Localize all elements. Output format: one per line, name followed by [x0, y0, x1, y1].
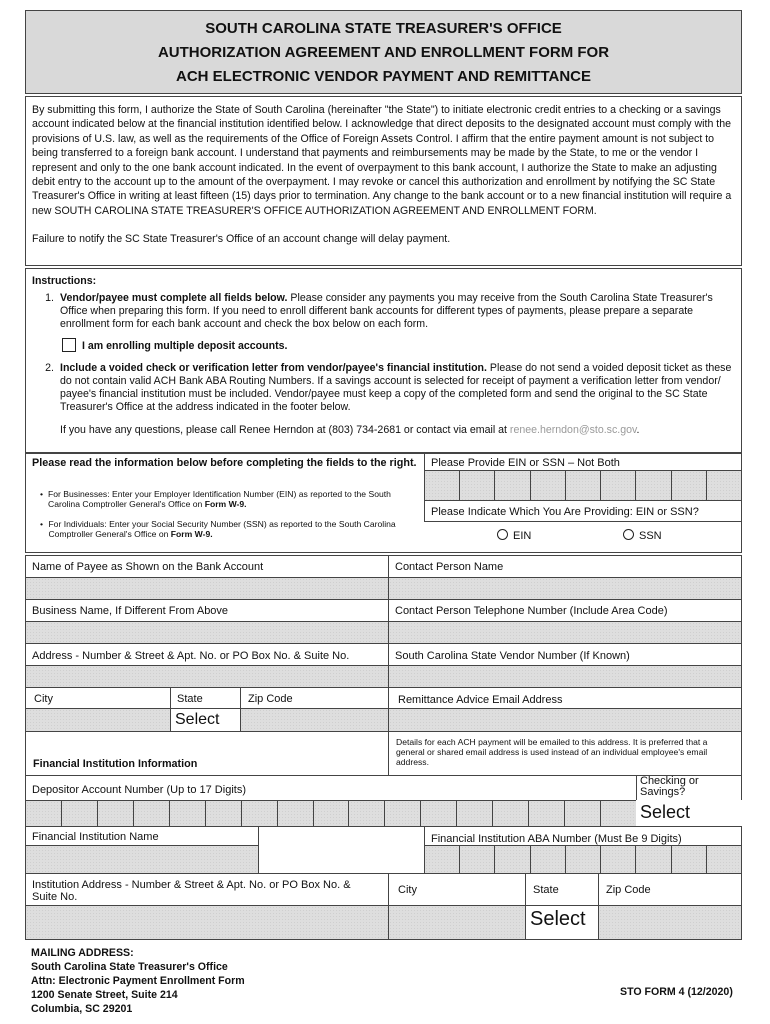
ein-radio[interactable]	[497, 529, 508, 540]
mailing-line-3: 1200 Senate Street, Suite 214	[31, 989, 178, 1001]
payee-name-label: Name of Payee as Shown on the Bank Account	[32, 561, 264, 573]
business-name-label: Business Name, If Different From Above	[32, 605, 229, 617]
ein-label: EIN	[513, 530, 532, 542]
contact-line	[60, 423, 735, 437]
business-form-ref: Form W-9.	[204, 499, 247, 509]
account-type-select[interactable]: Select	[636, 800, 742, 827]
institution-city-input[interactable]	[388, 905, 526, 940]
checking-savings-label: Checking or Savings?	[640, 775, 699, 798]
read-info-heading: Please read the information below before completing the fields to the right.	[32, 457, 417, 469]
instruction-1-text: Please consider any payments you may receive from the South Carolina State Treasurer's Office when preparing this form. If you need to enroll different bank accounts for different types of payments, please prepare a separate enrollment form for each bank account and check the box below on each form.	[60, 292, 713, 331]
ein-radio-option[interactable]	[497, 529, 531, 542]
vendor-number-label: South Carolina State Vendor Number (If Known)	[395, 650, 630, 662]
ssn-radio-option[interactable]	[623, 529, 662, 542]
ein-ssn-input[interactable]	[424, 470, 742, 501]
instruction-2-number: 2.	[45, 361, 54, 374]
individual-text: For Individuals: Enter your Social Security Number (SSN) as reported to the South Carolina Comptroller General's Office on	[48, 519, 396, 539]
form-id: STO FORM 4 (12/2020)	[620, 986, 733, 998]
individual-form-ref: Form W-9.	[170, 529, 213, 539]
header-line-1: SOUTH CAROLINA STATE TREASURER'S OFFICE	[205, 20, 562, 37]
institution-city-label: City	[398, 884, 417, 896]
mailing-line-4: Columbia, SC 29201	[31, 1003, 133, 1015]
aba-number-label: Financial Institution ABA Number (Must Be 9 Digits)	[431, 833, 682, 845]
zip-label: Zip Code	[248, 693, 293, 705]
contact-person-label: Contact Person Name	[395, 561, 504, 573]
business-text: For Businesses: Enter your Employer Identification Number (EIN) as reported to the South Carolina Comptroller General's Office on	[47, 489, 391, 509]
contact-text: If you have any questions, please call Renee Herndon at (803) 734-2681 or contact via email at	[60, 423, 510, 436]
institution-address-input[interactable]	[25, 905, 389, 940]
contact-person-input[interactable]	[388, 577, 742, 600]
aba-number-input[interactable]	[424, 845, 742, 874]
authorization-paragraph: By submitting this form, I authorize the State of South Carolina (hereinafter "the State") to initiate electronic credit entries to a checking or a savings account indicated below at the financial institution identified below. I acknowledge that direct deposits to the designated account must comply with the provisions of U.S. law, as well as the requirements of the Office of Foreign Assets Control. I affirm that the entire payment amount is not subject to being transferred to a foreign bank account. I understand that payments and reimbursements may be made by the State, to me or the vendor I represent and only to the one bank account indicated. In the event of overpayment to this bank account, I authorize the State to make an adjusting debit entry to the account up to the amount of the overpayment. I may revoke or cancel this authorization and enrollment by notifying the SC State Treasurer's Office in writing at least fifteen (15) days prior to termination. Any change to the bank account or to a new financial institution will require a new SOUTH CAROLINA STATE TREASURER'S OFFICE AUTHORIZATION AGREEMENT AND ENROLLMENT FORM.	[32, 104, 732, 217]
header-line-3: ACH ELECTRONIC VENDOR PAYMENT AND REMITTANCE	[175, 68, 591, 85]
instruction-2	[32, 362, 735, 414]
account-number-label: Depositor Account Number (Up to 17 Digits)	[32, 784, 246, 796]
contact-phone-input[interactable]	[388, 621, 742, 644]
mailing-address	[31, 946, 245, 1016]
institution-zip-label: Zip Code	[606, 884, 651, 896]
city-label: City	[34, 693, 53, 705]
ssn-label: SSN	[639, 530, 662, 542]
state-select[interactable]: Select	[170, 708, 241, 732]
institution-state-select[interactable]: Select	[525, 905, 599, 940]
mailing-title: MAILING ADDRESS:	[31, 947, 134, 959]
multiple-accounts-label: I am enrolling multiple deposit accounts.	[82, 340, 288, 353]
remittance-email-input[interactable]	[388, 708, 742, 732]
payee-name-input[interactable]	[25, 577, 389, 600]
mailing-line-1: South Carolina State Treasurer's Office	[31, 961, 228, 973]
contact-end: .	[636, 423, 640, 436]
instructions-title: Instructions:	[32, 275, 97, 287]
business-instruction: • For Businesses: Enter your Employer Identification Number (EIN) as reported to the South Carolina Comptroller General's Office on Form W-9.	[40, 489, 391, 509]
form-header	[25, 10, 742, 94]
city-input[interactable]	[25, 708, 171, 732]
instruction-2-bold: Include a voided check or verification letter from vendor/payee's financial institution.	[60, 361, 487, 374]
institution-zip-input[interactable]	[598, 905, 742, 940]
account-number-input[interactable]	[25, 800, 637, 827]
indicate-label: Please Indicate Which You Are Providing: EIN or SSN?	[431, 506, 699, 518]
business-name-input[interactable]	[25, 621, 389, 644]
address-input[interactable]	[25, 665, 389, 688]
remittance-email-label: Remittance Advice Email Address	[398, 694, 563, 706]
contact-phone-label: Contact Person Telephone Number (Include Area Code)	[395, 605, 668, 617]
institution-name-label: Financial Institution Name	[32, 831, 159, 843]
authorization-section	[25, 96, 742, 266]
multiple-accounts-checkbox[interactable]	[62, 338, 76, 352]
email-note: Details for each ACH payment will be emailed to this address. It is preferred that a general or shared email address is used instead of an individual employee's email address.	[396, 737, 708, 767]
individual-instruction: • For Individuals: Enter your Social Security Number (SSN) as reported to the South Carolina Comptroller General's Office on Form W-9.	[40, 519, 396, 539]
state-label: State	[177, 693, 203, 705]
ssn-radio[interactable]	[623, 529, 634, 540]
header-line-2: AUTHORIZATION AGREEMENT AND ENROLLMENT FORM FOR	[157, 44, 610, 61]
failure-notice: Failure to notify the SC State Treasurer's Office of an account change will delay payment.	[32, 233, 451, 246]
provide-ein-ssn-label: Please Provide EIN or SSN – Not Both	[431, 457, 620, 469]
institution-address-label: Institution Address - Number & Street & Apt. No. or PO Box No. & Suite No.	[32, 879, 351, 903]
multiple-accounts-checkbox-row[interactable]	[62, 338, 735, 353]
institution-name-input[interactable]	[25, 845, 259, 874]
institution-state-label: State	[533, 884, 559, 896]
instructions-section	[25, 268, 742, 453]
mailing-line-2: Attn: Electronic Payment Enrollment Form	[31, 975, 245, 987]
instruction-1-number: 1.	[45, 292, 54, 305]
address-label: Address - Number & Street & Apt. No. or PO Box No. & Suite No.	[32, 650, 350, 662]
contact-email-link[interactable]: renee.herndon@sto.sc.gov	[509, 423, 637, 436]
instruction-1	[32, 292, 735, 331]
financial-section-title: Financial Institution Information	[33, 758, 198, 770]
instruction-1-bold: Vendor/payee must complete all fields below.	[60, 292, 288, 305]
vendor-number-input[interactable]	[388, 665, 742, 688]
zip-input[interactable]	[240, 708, 389, 732]
instruction-2-text: Please do not send a voided deposit ticket as these do not contain valid ACH Bank ABA Routing Numbers. If a savings account is selected for receipt of payment a verification letter from vendor/ payee's financial institution must be included. Vendor/payee must keep a copy of the completed form and send the original to the SC State Treasurer's Office at the address indicated in the footer below.	[60, 361, 732, 413]
